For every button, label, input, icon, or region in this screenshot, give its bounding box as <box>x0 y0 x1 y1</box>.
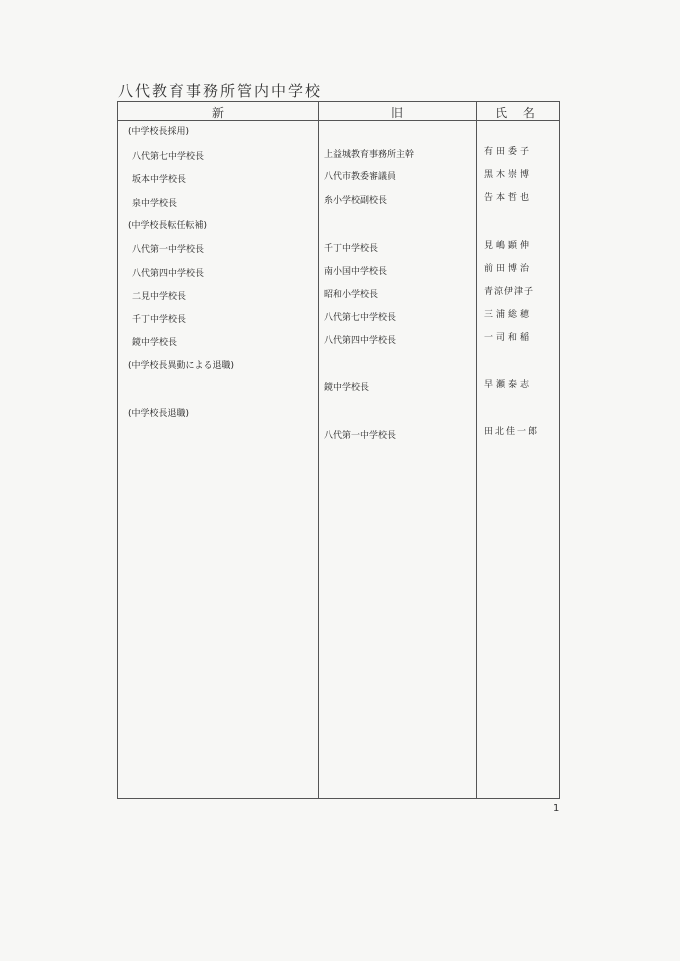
new-position: 坂本中学校長 <box>132 175 187 185</box>
person-name: 告本哲也 <box>484 193 533 203</box>
new-position: 八代第一中学校長 <box>132 245 205 255</box>
new-position: 八代第四中学校長 <box>132 269 205 279</box>
old-position: 鏡中学校長 <box>324 383 370 393</box>
old-position: 千丁中学校長 <box>324 244 379 254</box>
old-position: 糸小学校副校長 <box>324 196 388 206</box>
old-position: 昭和小学校長 <box>324 290 379 300</box>
section-label: (中学校長異動による退職) <box>128 361 235 371</box>
old-position: 八代第一中学校長 <box>324 431 397 441</box>
header-old: 旧 <box>390 106 403 120</box>
new-position: 千丁中学校長 <box>132 315 187 325</box>
column-divider <box>318 102 319 798</box>
person-name: 三浦総穂 <box>484 310 533 320</box>
page-number: 1 <box>553 803 560 814</box>
old-position: 八代市教委審議員 <box>324 172 397 182</box>
person-name: 見嶋顕伸 <box>484 241 533 251</box>
person-name: 黒木崇博 <box>484 170 533 180</box>
page-title: 八代教育事務所管内中学校 <box>118 82 323 100</box>
person-name: 田北佳一郎 <box>484 427 540 437</box>
person-name: 前田博治 <box>484 264 533 274</box>
section-label: (中学校長採用) <box>128 127 190 137</box>
column-divider <box>476 102 477 798</box>
new-position: 鏡中学校長 <box>132 338 178 348</box>
person-name: 青涼伊津子 <box>484 287 535 297</box>
person-name: 早瀬泰志 <box>484 380 533 390</box>
old-position: 八代第四中学校長 <box>324 336 397 346</box>
section-label: (中学校長転任転補) <box>128 221 208 231</box>
header-new: 新 <box>211 106 224 120</box>
section-label: (中学校長退職) <box>128 409 190 419</box>
old-position: 南小国中学校長 <box>324 267 388 277</box>
new-position: 泉中学校長 <box>132 199 178 209</box>
old-position: 八代第七中学校長 <box>324 313 397 323</box>
old-position: 上益城教育事務所主幹 <box>324 150 415 160</box>
new-position: 八代第七中学校長 <box>132 152 205 162</box>
person-name: 一司和稲 <box>484 333 533 343</box>
header-name: 氏 名 <box>495 106 541 120</box>
new-position: 二見中学校長 <box>132 292 187 302</box>
person-name: 有田委子 <box>484 147 533 157</box>
personnel-table <box>117 101 560 799</box>
